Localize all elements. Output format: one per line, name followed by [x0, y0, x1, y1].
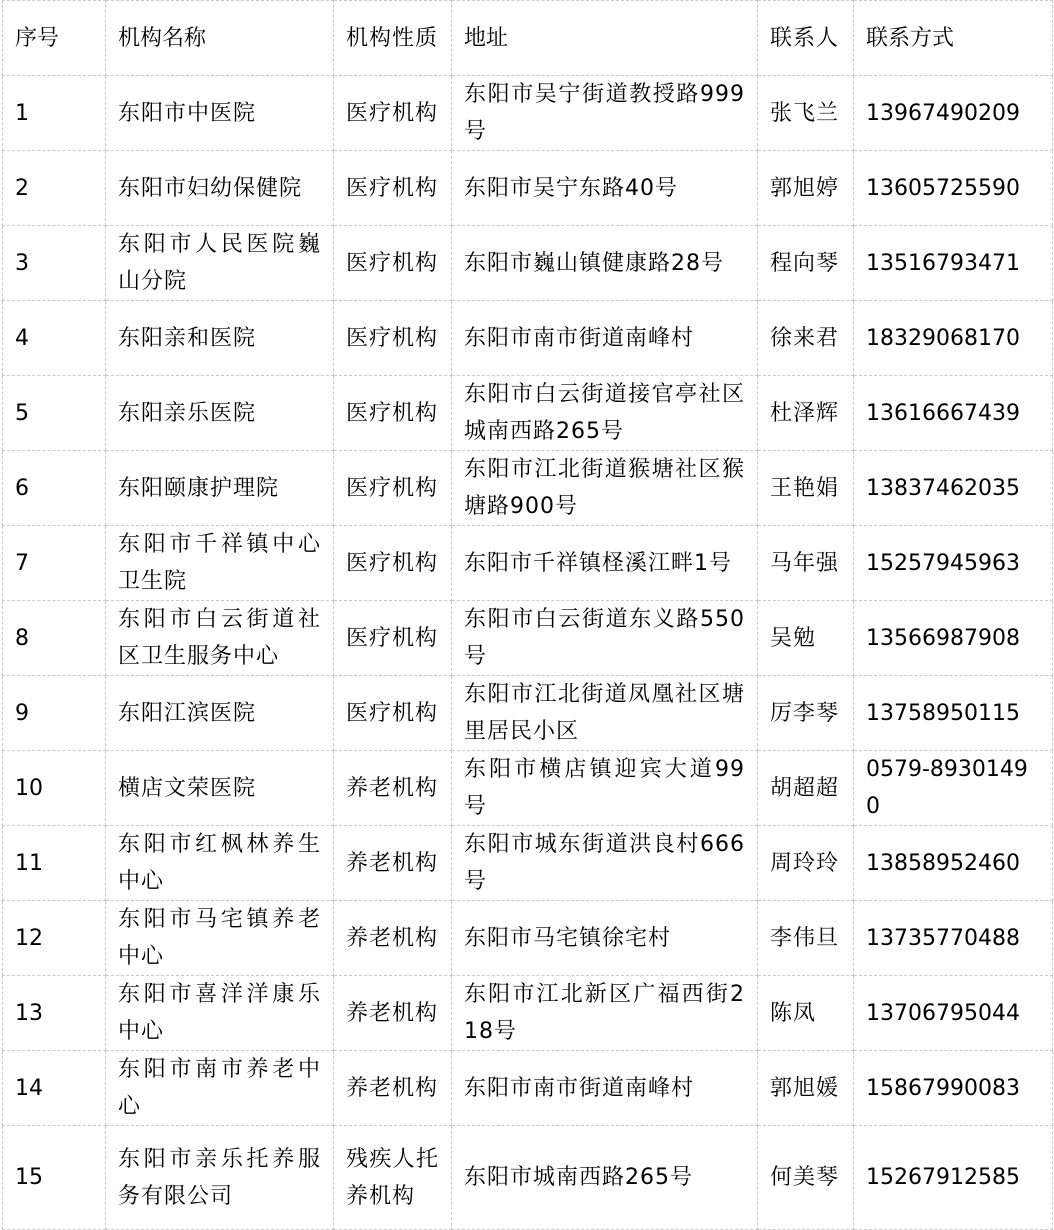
cell-contact: 张飞兰	[758, 76, 854, 151]
cell-contact: 徐来君	[758, 301, 854, 376]
cell-name: 东阳市亲乐托养服务有限公司	[106, 1126, 334, 1230]
table-row	[3, 751, 1053, 826]
cell-address: 东阳市城东街道洪良村666号	[452, 826, 758, 901]
cell-address: 东阳市城南西路265号	[452, 1126, 758, 1230]
cell-type: 养老机构	[334, 901, 452, 976]
cell-address: 东阳市横店镇迎宾大道99号	[452, 751, 758, 826]
cell-phone: 13837462035	[854, 451, 1053, 526]
cell-index: 13	[3, 976, 106, 1051]
cell-type: 医疗机构	[334, 151, 452, 226]
cell-phone: 13735770488	[854, 901, 1053, 976]
header-type: 机构性质	[334, 1, 452, 76]
table-row	[3, 826, 1053, 901]
table-row	[3, 151, 1053, 226]
cell-contact: 李伟旦	[758, 901, 854, 976]
cell-type: 残疾人托养机构	[334, 1126, 452, 1230]
cell-type: 医疗机构	[334, 226, 452, 301]
cell-address: 东阳市马宅镇徐宅村	[452, 901, 758, 976]
table-row	[3, 1051, 1053, 1126]
cell-type: 医疗机构	[334, 376, 452, 451]
cell-address: 东阳市南市街道南峰村	[452, 301, 758, 376]
cell-contact: 周玲玲	[758, 826, 854, 901]
cell-address: 东阳市白云街道东义路550号	[452, 601, 758, 676]
cell-type: 医疗机构	[334, 601, 452, 676]
cell-contact: 郭旭媛	[758, 1051, 854, 1126]
cell-name: 东阳亲和医院	[106, 301, 334, 376]
table-row	[3, 676, 1053, 751]
cell-contact: 王艳娟	[758, 451, 854, 526]
header-phone: 联系方式	[854, 1, 1053, 76]
cell-type: 医疗机构	[334, 301, 452, 376]
cell-name: 东阳市红枫林养生中心	[106, 826, 334, 901]
cell-index: 8	[3, 601, 106, 676]
cell-index: 5	[3, 376, 106, 451]
cell-phone: 0579-89301490	[854, 751, 1053, 826]
cell-name: 东阳亲乐医院	[106, 376, 334, 451]
cell-index: 9	[3, 676, 106, 751]
cell-name: 东阳市千祥镇中心卫生院	[106, 526, 334, 601]
cell-phone: 13616667439	[854, 376, 1053, 451]
cell-address: 东阳市吴宁东路40号	[452, 151, 758, 226]
cell-contact: 何美琴	[758, 1126, 854, 1230]
cell-phone: 13516793471	[854, 226, 1053, 301]
cell-type: 养老机构	[334, 1051, 452, 1126]
cell-phone: 13967490209	[854, 76, 1053, 151]
cell-index: 12	[3, 901, 106, 976]
cell-index: 10	[3, 751, 106, 826]
cell-index: 14	[3, 1051, 106, 1126]
cell-name: 东阳市白云街道社区卫生服务中心	[106, 601, 334, 676]
cell-type: 医疗机构	[334, 676, 452, 751]
header-index: 序号	[3, 1, 106, 76]
header-address: 地址	[452, 1, 758, 76]
cell-address: 东阳市白云街道接官亭社区城南西路265号	[452, 376, 758, 451]
cell-name: 东阳市妇幼保健院	[106, 151, 334, 226]
cell-type: 医疗机构	[334, 76, 452, 151]
table-row	[3, 301, 1053, 376]
table-row	[3, 526, 1053, 601]
institution-table	[2, 0, 1053, 1230]
cell-name: 东阳颐康护理院	[106, 451, 334, 526]
cell-index: 1	[3, 76, 106, 151]
table-row	[3, 1126, 1053, 1230]
cell-phone: 13605725590	[854, 151, 1053, 226]
cell-name: 东阳市马宅镇养老中心	[106, 901, 334, 976]
cell-index: 7	[3, 526, 106, 601]
cell-name: 东阳市中医院	[106, 76, 334, 151]
cell-name: 横店文荣医院	[106, 751, 334, 826]
cell-name: 东阳市人民医院巍山分院	[106, 226, 334, 301]
table-row	[3, 601, 1053, 676]
table-row	[3, 226, 1053, 301]
cell-name: 东阳市南市养老中心	[106, 1051, 334, 1126]
cell-phone: 15867990083	[854, 1051, 1053, 1126]
header-name: 机构名称	[106, 1, 334, 76]
cell-contact: 杜泽辉	[758, 376, 854, 451]
cell-contact: 胡超超	[758, 751, 854, 826]
cell-address: 东阳市巍山镇健康路28号	[452, 226, 758, 301]
cell-index: 6	[3, 451, 106, 526]
cell-contact: 吴勉	[758, 601, 854, 676]
cell-contact: 郭旭婷	[758, 151, 854, 226]
cell-phone: 13758950115	[854, 676, 1053, 751]
cell-name: 东阳江滨医院	[106, 676, 334, 751]
table-row	[3, 76, 1053, 151]
table-row	[3, 976, 1053, 1051]
cell-contact: 陈凤	[758, 976, 854, 1051]
cell-index: 4	[3, 301, 106, 376]
table-header-row	[3, 1, 1053, 76]
cell-phone: 13858952460	[854, 826, 1053, 901]
cell-address: 东阳市吴宁街道教授路999号	[452, 76, 758, 151]
cell-phone: 15257945963	[854, 526, 1053, 601]
cell-index: 3	[3, 226, 106, 301]
cell-phone: 15267912585	[854, 1126, 1053, 1230]
cell-name: 东阳市喜洋洋康乐中心	[106, 976, 334, 1051]
cell-contact: 程向琴	[758, 226, 854, 301]
cell-contact: 厉李琴	[758, 676, 854, 751]
table-body	[3, 76, 1053, 1230]
cell-phone: 18329068170	[854, 301, 1053, 376]
cell-phone: 13706795044	[854, 976, 1053, 1051]
cell-type: 医疗机构	[334, 451, 452, 526]
cell-index: 15	[3, 1126, 106, 1230]
cell-address: 东阳市江北街道猴塘社区猴塘路900号	[452, 451, 758, 526]
cell-phone: 13566987908	[854, 601, 1053, 676]
table-row	[3, 376, 1053, 451]
cell-type: 医疗机构	[334, 526, 452, 601]
cell-address: 东阳市南市街道南峰村	[452, 1051, 758, 1126]
cell-type: 养老机构	[334, 976, 452, 1051]
table-row	[3, 451, 1053, 526]
header-contact: 联系人	[758, 1, 854, 76]
cell-index: 11	[3, 826, 106, 901]
cell-address: 东阳市千祥镇柽溪江畔1号	[452, 526, 758, 601]
table-row	[3, 901, 1053, 976]
cell-type: 养老机构	[334, 751, 452, 826]
cell-contact: 马年强	[758, 526, 854, 601]
cell-address: 东阳市江北街道凤凰社区塘里居民小区	[452, 676, 758, 751]
cell-type: 养老机构	[334, 826, 452, 901]
cell-index: 2	[3, 151, 106, 226]
cell-address: 东阳市江北新区广福西街218号	[452, 976, 758, 1051]
